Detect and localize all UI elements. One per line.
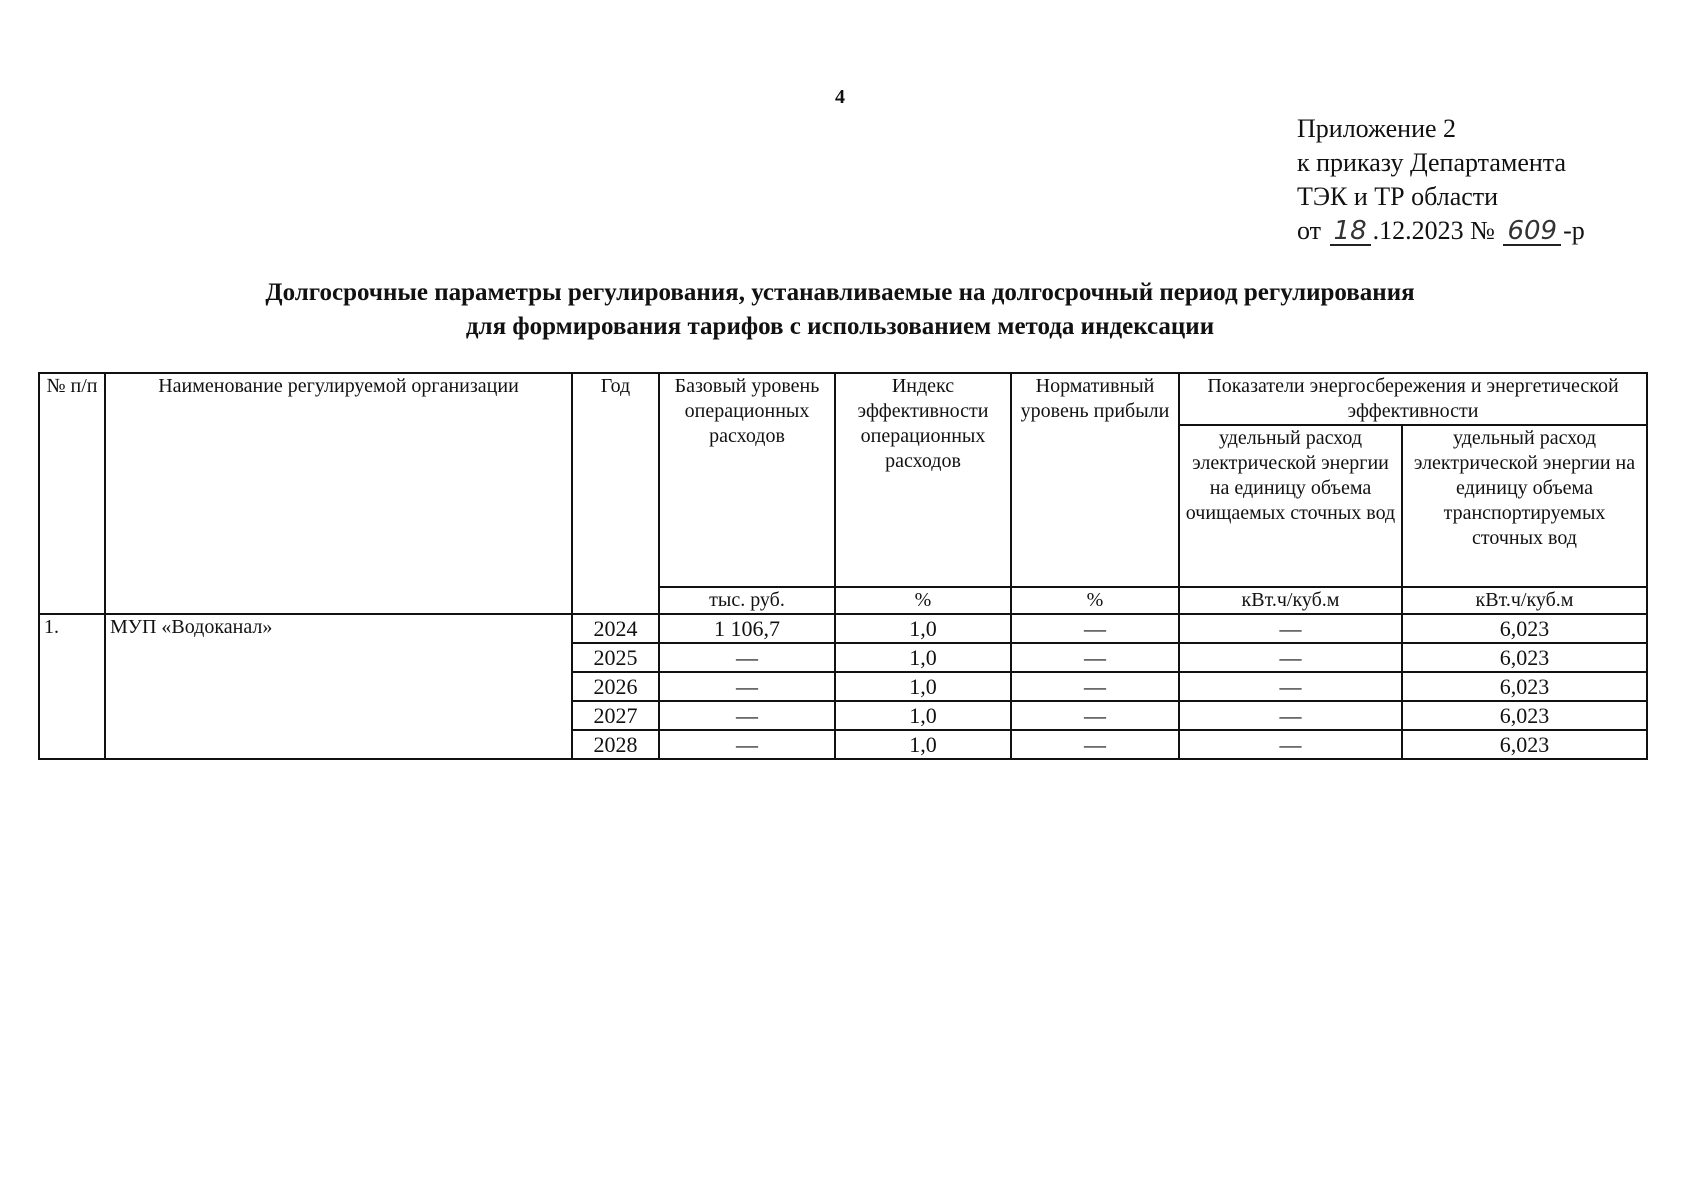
cell-base: — — [659, 730, 835, 759]
header-num: № п/п — [39, 373, 105, 614]
date-prefix: от — [1297, 216, 1322, 245]
cell-cleaned: — — [1179, 672, 1402, 701]
handwritten-order-number: 609 — [1503, 218, 1561, 246]
table-row — [39, 614, 1647, 643]
cell-index: 1,0 — [835, 643, 1011, 672]
cell-index: 1,0 — [835, 614, 1011, 643]
cell-profit: — — [1011, 672, 1179, 701]
annex-date-line — [1297, 214, 1677, 248]
header-row-1 — [39, 373, 1647, 425]
document-title — [60, 276, 1620, 344]
cell-cleaned: — — [1179, 730, 1402, 759]
order-suffix: -р — [1563, 216, 1585, 245]
cell-year: 2025 — [572, 643, 659, 672]
unit-energy-transported: кВт.ч/куб.м — [1402, 587, 1647, 614]
cell-index: 1,0 — [835, 730, 1011, 759]
header-index: Индекс эффективности операционных расходов — [835, 373, 1011, 587]
header-year: Год — [572, 373, 659, 614]
cell-profit: — — [1011, 701, 1179, 730]
unit-profit: % — [1011, 587, 1179, 614]
unit-base: тыс. руб. — [659, 587, 835, 614]
title-line-2: для формирования тарифов с использованием метода индексации — [465, 313, 1215, 340]
cell-profit: — — [1011, 614, 1179, 643]
cell-index: 1,0 — [835, 672, 1011, 701]
cell-year: 2028 — [572, 730, 659, 759]
cell-index: 1,0 — [835, 701, 1011, 730]
page-number: 4 — [835, 86, 845, 108]
header-profit: Нормативный уровень прибыли — [1011, 373, 1179, 587]
header-base: Базовый уровень операционных расходов — [659, 373, 835, 587]
unit-energy-cleaned: кВт.ч/куб.м — [1179, 587, 1402, 614]
cell-base: — — [659, 672, 835, 701]
cell-transported: 6,023 — [1402, 672, 1647, 701]
cell-profit: — — [1011, 730, 1179, 759]
date-rest: .12.2023 № — [1372, 216, 1495, 245]
parameters-table — [38, 372, 1648, 760]
cell-base: — — [659, 701, 835, 730]
cell-base: — — [659, 643, 835, 672]
cell-profit: — — [1011, 643, 1179, 672]
cell-cleaned: — — [1179, 614, 1402, 643]
cell-transported: 6,023 — [1402, 701, 1647, 730]
cell-year: 2024 — [572, 614, 659, 643]
cell-cleaned: — — [1179, 643, 1402, 672]
title-line-1: Долгосрочные параметры регулирования, устанавливаемые на долгосрочный период регулирования — [265, 279, 1415, 306]
header-energy-group: Показатели энергосбережения и энергетической эффективности — [1179, 373, 1647, 425]
annex-block — [1297, 112, 1677, 248]
cell-cleaned: — — [1179, 701, 1402, 730]
cell-year: 2026 — [572, 672, 659, 701]
annex-line-2: к приказу Департамента — [1297, 148, 1567, 177]
org-number: 1. — [39, 614, 105, 759]
cell-transported: 6,023 — [1402, 614, 1647, 643]
unit-index: % — [835, 587, 1011, 614]
org-name: МУП «Водоканал» — [105, 614, 572, 759]
header-energy-transported: удельный расход электрической энергии на единицу объема транспортируемых сточных вод — [1402, 425, 1647, 587]
cell-base: 1 106,7 — [659, 614, 835, 643]
cell-year: 2027 — [572, 701, 659, 730]
cell-transported: 6,023 — [1402, 643, 1647, 672]
handwritten-day: 18 — [1330, 218, 1371, 246]
header-energy-cleaned: удельный расход электрической энергии на единицу объема очищаемых сточных вод — [1179, 425, 1402, 587]
header-org: Наименование регулируемой организации — [105, 373, 572, 614]
annex-line-3: ТЭК и ТР области — [1297, 182, 1499, 211]
annex-line-1: Приложение 2 — [1297, 114, 1457, 143]
cell-transported: 6,023 — [1402, 730, 1647, 759]
